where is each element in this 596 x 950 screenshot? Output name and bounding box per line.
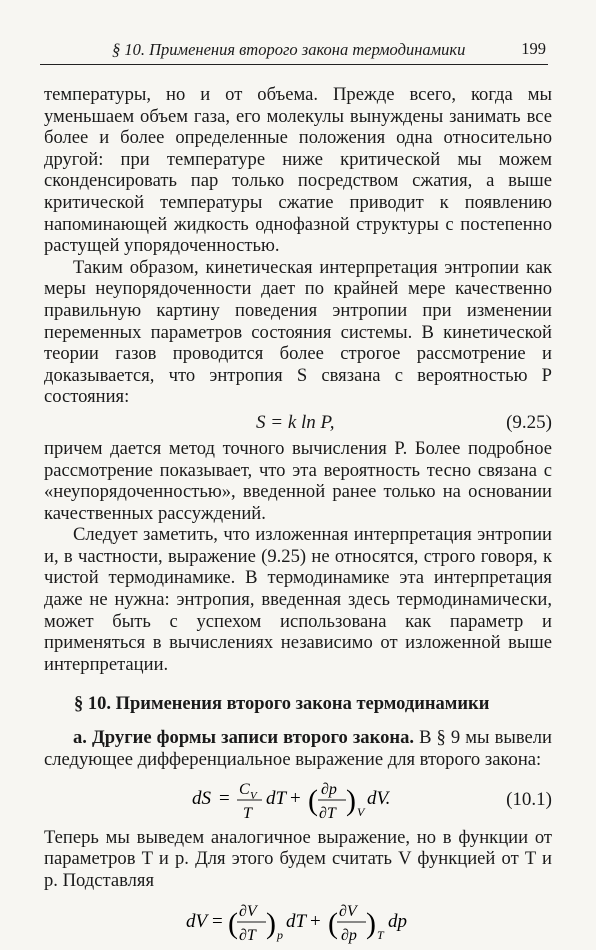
svg-text:∂p: ∂p [341, 927, 357, 945]
svg-text:dS: dS [192, 787, 211, 809]
svg-text:T: T [377, 928, 384, 943]
svg-text:∂T: ∂T [239, 927, 256, 945]
svg-text:∂V: ∂V [339, 903, 357, 921]
equation-9-25-number: (9.25) [506, 411, 552, 433]
running-header [40, 38, 548, 65]
svg-text:=: = [219, 787, 230, 809]
svg-text:dT: dT [286, 911, 307, 933]
paragraph-other-forms [44, 727, 552, 770]
paragraph-other-forms-text: В § 9 мы вывели следующее дифференциальное выражение для второго закона: [44, 727, 552, 771]
svg-text:∂V: ∂V [239, 903, 257, 921]
equation-10-1 [44, 771, 552, 827]
paragraph-note: Следует заметить, что изложенная интерпретация энтропии и, в частности, выражение (9.25) не относятся, строго говоря, к чистой термодинамике. В термодинамике эта интерпретация даже не нужна: энтропия, введенная здесь термодинамически, может быть с успехом использована как параметр и применяться в вычислениях независимо от изложенной выше интерпретации. [44, 524, 552, 675]
equation-10-1-formula [44, 771, 474, 827]
svg-text:): ) [266, 907, 276, 941]
equation-dV [44, 891, 552, 945]
section-heading: § 10. Применения второго закона термодинамики [74, 694, 490, 715]
paragraph-kinetic-interpretation: Таким образом, кинетическая интерпретация энтропии как меры неупорядоченности дает по крайней мере качественно правильную картину поведения энтропии при изменении переменных параметров состояния системы. В кинетической теории газов проводится более строгое рассмотрение и доказывается, что энтропия S связана с вероятностью P состояния: [44, 256, 552, 408]
svg-text:dT: dT [266, 787, 287, 809]
svg-text:): ) [366, 907, 376, 941]
svg-text:dp: dp [388, 911, 407, 933]
svg-text:C: C [239, 780, 250, 798]
subsection-heading: а. Другие формы записи второго закона. [73, 727, 415, 749]
svg-text:T: T [243, 804, 252, 822]
equation-10-1-number: (10.1) [506, 788, 552, 810]
svg-text:=: = [212, 911, 223, 933]
svg-text:(: ( [308, 783, 318, 817]
equation-9-25 [44, 408, 552, 438]
svg-text:dV.: dV. [367, 787, 391, 809]
equation-9-25-body: S = k ln P, [256, 411, 335, 433]
svg-text:∂p: ∂p [321, 780, 337, 798]
svg-text:∂T: ∂T [319, 804, 336, 822]
svg-text:+: + [310, 911, 321, 933]
svg-text:p: p [277, 928, 283, 943]
svg-text:V: V [250, 789, 257, 802]
equation-dV-formula [44, 891, 552, 945]
paragraph-probability: причем дается метод точного вычисления P. Более подробное рассмотрение показывает, что эта вероятность тесно связана с «неупорядоченностью», введенной ранее только на основании качественных рассуждений. [44, 437, 552, 524]
svg-text:dV: dV [186, 911, 208, 933]
paragraph-continuation: температуры, но и от объема. Прежде всего, когда мы уменьшаем объем газа, его молекулы вынуждены занимать все более и более определенные положения одна относительно другой: при температуре ниже критической мы можем сконденсировать пар только посредством сжатия, а выше критической температуры сжатие приводит к появлению напоминающей жидкость однофазной структуры с постепенно растущей упорядоченностью. [44, 84, 552, 257]
page-body [44, 84, 552, 945]
svg-text:): ) [346, 783, 356, 817]
page-number: 199 [521, 39, 546, 58]
running-header-title: § 10. Применения второго закона термодинамики [112, 40, 466, 59]
svg-text:(: ( [228, 907, 238, 941]
paragraph-derivation: Теперь мы выведем аналогичное выражение, но в функции от параметров T и p. Для этого будем считать V функцией от T и p. Подставляя [44, 826, 552, 891]
svg-text:(: ( [328, 907, 338, 941]
svg-text:V: V [357, 804, 365, 819]
svg-text:+: + [290, 787, 301, 809]
